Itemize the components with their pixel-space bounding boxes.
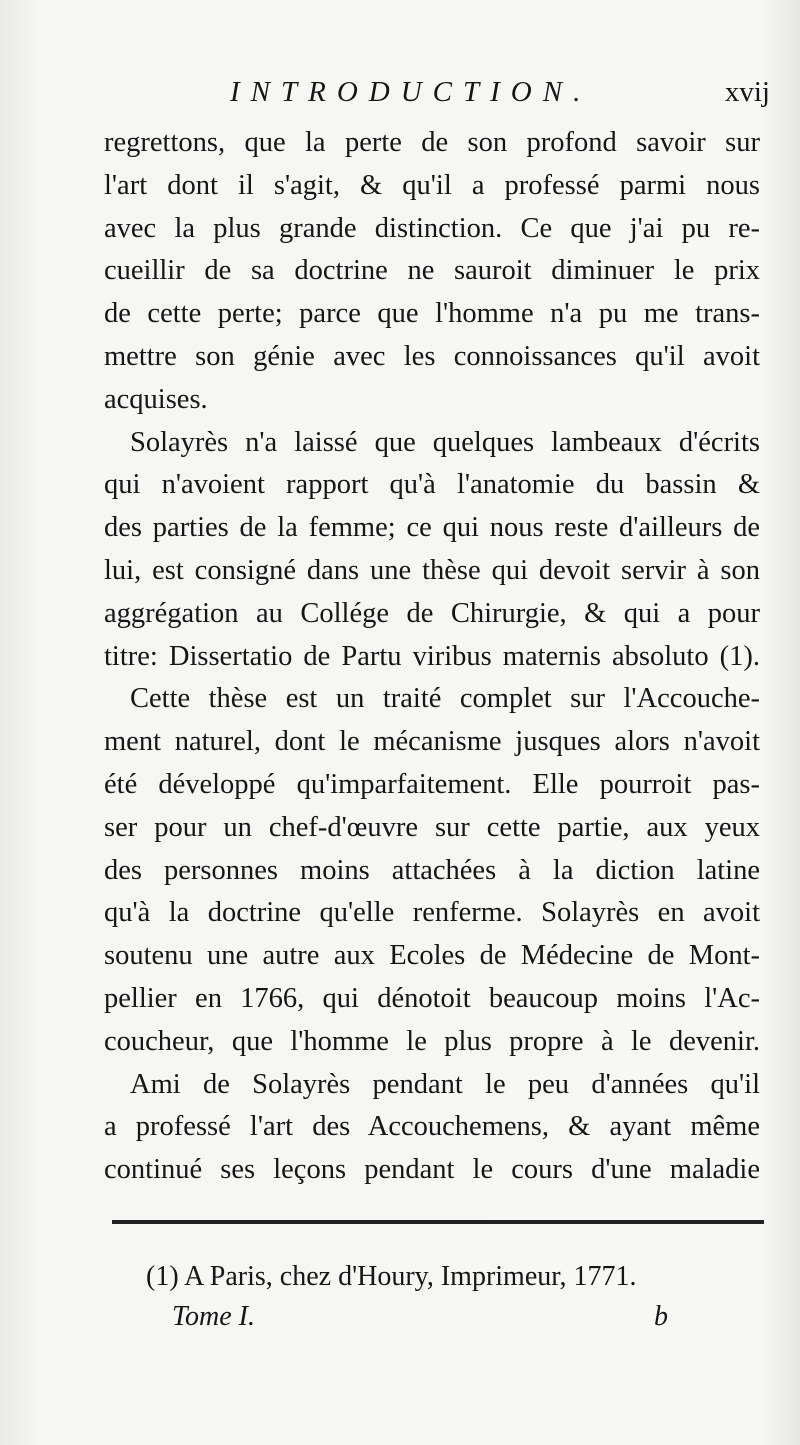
footnote-rule — [112, 1220, 764, 1224]
text-line: aggrégation au Collége de Chirurgie, & qui a pour — [104, 597, 760, 629]
volume-signature: Tome I. — [172, 1301, 255, 1332]
text-line: des parties de la femme; ce qui nous reste d'ailleurs de — [104, 512, 760, 544]
footnote: (1) A Paris, chez d'Houry, Imprimeur, 1771. — [146, 1261, 637, 1292]
page-number: xvij — [724, 76, 770, 108]
text-line: ser pour un chef-d'œuvre sur cette partie, aux yeux — [104, 811, 760, 843]
paragraph-4 — [104, 1064, 760, 1192]
text-line: avec la plus grande distinction. Ce que j'ai pu re- — [104, 212, 760, 244]
text-line: Cette thèse est un traité complet sur l'Accouche- — [130, 683, 760, 715]
text-line: des personnes moins attachées à la diction latine — [104, 854, 760, 886]
text-line: regrettons, que la perte de son profond savoir sur — [104, 127, 760, 158]
paragraph-3 — [104, 678, 760, 1063]
text-line: l'art dont il s'agit, & qu'il a professé parmi nous — [104, 169, 760, 201]
text-line: mettre son génie avec les connoissances qu'il avoit — [104, 340, 760, 372]
text-line: été développé qu'imparfaitement. Elle pourroit pas- — [104, 768, 760, 800]
text-line: de cette perte; parce que l'homme n'a pu me trans- — [104, 298, 760, 330]
text-line: soutenu une autre aux Ecoles de Médecine de Mont- — [104, 940, 760, 972]
sheet-mark: b — [654, 1301, 668, 1332]
text-line: continué ses leçons pendant le cours d'une maladie — [104, 1154, 760, 1186]
text-line: lui, est consigné dans une thèse qui devoit servir à son — [104, 554, 760, 586]
text-line: qui n'avoient rapport qu'à l'anatomie du bassin & — [104, 469, 760, 501]
text-line: qu'à la doctrine qu'elle renferme. Solayrès en avoit — [104, 897, 760, 929]
text-line: a professé l'art des Accouchemens, & ayant même — [104, 1111, 760, 1143]
text-line: acquises. — [104, 383, 208, 415]
paragraph-1 — [104, 122, 760, 422]
text-line: pellier en 1766, qui dénotoit beaucoup moins l'Ac- — [104, 982, 760, 1014]
text-line: cueillir de sa doctrine ne sauroit diminuer le prix — [104, 255, 760, 287]
text-line: ment naturel, dont le mécanisme jusques alors n'avoit — [104, 726, 760, 758]
signature-row — [172, 1297, 668, 1337]
paragraph-2 — [104, 422, 760, 679]
running-head — [230, 72, 770, 112]
text-line: Ami de Solayrès pendant le peu d'années qu'il — [130, 1068, 760, 1100]
running-title: INTRODUCTION. — [230, 76, 592, 108]
body-text — [104, 122, 760, 1192]
text-line: Solayrès n'a laissé que quelques lambeaux d'écrits — [130, 426, 760, 458]
text-line: coucheur, que l'homme le plus propre à le devenir. — [104, 1025, 760, 1057]
text-line: titre: Dissertatio de Partu viribus maternis absoluto (1). — [104, 640, 760, 672]
